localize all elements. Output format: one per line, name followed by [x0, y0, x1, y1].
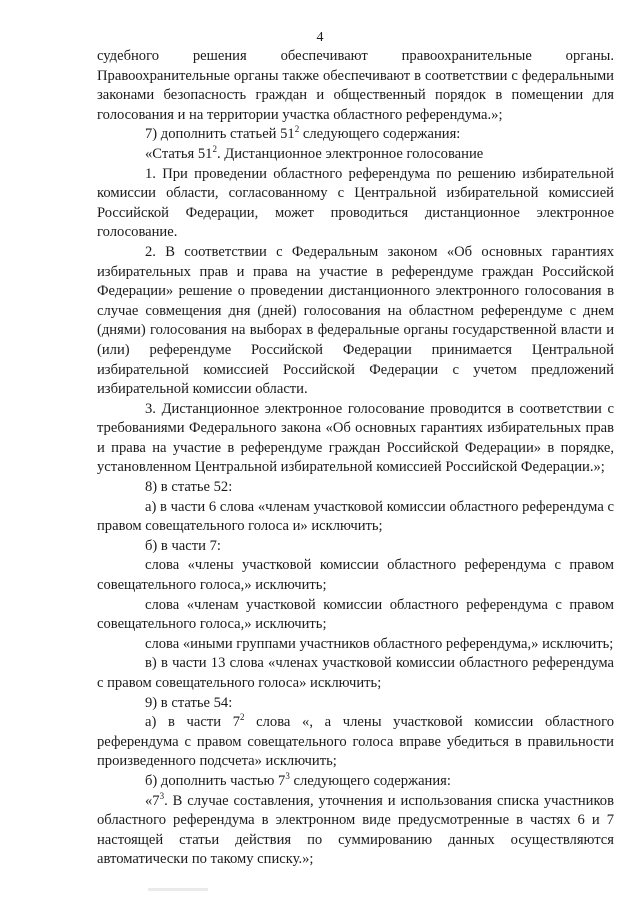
paragraph: 8) в статье 52:	[145, 479, 233, 496]
paragraph: 1. При проведении областного референдума по решению избирательной комиссии области, согласованному с Центральной избирательной комиссией Российской Федерации, может проводиться дистанционное электронное голосование.	[97, 165, 614, 241]
paragraph: 2. В соответствии с Федеральным законом «Об основных гарантиях избирательных прав и права на участие в референдуме граждан Российской Федерации» решение о проведении дистанционного электронного голосования в случае совмещения дня (дней) голосования на областном референдуме с днем (днями) голосования на выборах в федеральные органы государственной власти и (или) референдуме Российской Федерации принимается Центральной избирательной комиссией Российской Федерации с учетом предложений избирательной комиссии области.	[97, 243, 614, 398]
paragraph: 9) в статье 54:	[145, 694, 233, 711]
document-body	[97, 47, 614, 870]
paragraph: а) в части $7^2$ слова «, а члены участковой комиссии областного референдума с правом совещательного голоса вправе убедиться в правильности произведенного подсчета» исключить;	[97, 712, 614, 770]
paragraph: 3. Дистанционное электронное голосование проводится в соответствии с требованиями Федерального закона «Об основных гарантиях избирательных прав и права на участие в референдуме граждан Российской Федерации» в порядке, установленном Центральной избирательной комиссией Российской Федерации.»;	[97, 400, 614, 476]
scan-smudge	[148, 888, 208, 891]
paragraph: б) дополнить частью $7^3$ следующего содержания:	[145, 770, 451, 789]
paragraph: слова «членам участковой комиссии областного референдума с правом совещательного голоса,» исключить;	[97, 596, 614, 633]
paragraph: «$7^3$. В случае составления, уточнения и использования списка участников областного референдума в электронном виде предусмотренные в частях 6 и 7 настоящей статьи действия по суммированию данных осуществляются автоматически по такому списку.»;	[97, 790, 614, 868]
paragraph: слова «члены участковой комиссии областного референдума с правом совещательного голоса,» исключить;	[97, 557, 614, 594]
paragraph: судебного решения обеспечивают правоохранительные органы. Правоохранительные органы также обеспечивают в соответствии с федеральными законами безопасность граждан и общественный порядок в помещении для голосования и на территории участка областного референдума.»;	[97, 48, 614, 123]
page-number: 4	[316, 30, 324, 45]
paragraph: б) в части 7:	[145, 537, 221, 554]
paragraph: 7) дополнить статьей $51^2$ следующего содержания:	[145, 124, 461, 143]
paragraph: а) в части 6 слова «членам участковой комиссии областного референдума с правом совещательного голоса и» исключить;	[97, 498, 614, 535]
paragraph: в) в части 13 слова «членах участковой комиссии областного референдума с правом совещательного голоса» исключить;	[97, 655, 614, 691]
article-heading: «Статья $51^2$. Дистанционное электронное голосование	[145, 143, 484, 162]
paragraph: слова «иными группами участников областного референдума,» исключить;	[145, 635, 614, 652]
